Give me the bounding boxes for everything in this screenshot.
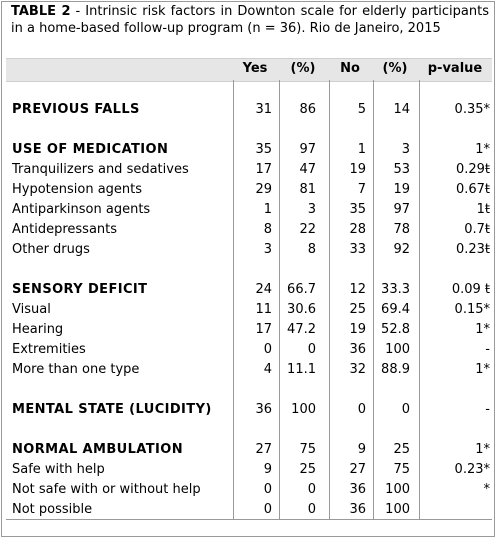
p-value: * xyxy=(483,482,490,497)
spacer-cell xyxy=(6,260,232,280)
spacer-cell xyxy=(232,120,278,140)
no-count: 33 xyxy=(349,242,366,257)
spacer-cell xyxy=(372,420,418,440)
p-value: 0.23ŧ xyxy=(455,242,490,257)
spacer-cell xyxy=(232,80,278,100)
yes-percent: 86 xyxy=(299,102,316,117)
spacer-cell xyxy=(278,260,328,280)
spacer-cell xyxy=(278,80,328,100)
row-label: USE OF MEDICATION xyxy=(12,142,169,157)
p-value: - xyxy=(485,342,490,357)
no-count: 36 xyxy=(349,342,366,357)
p-value: - xyxy=(485,402,490,417)
row-label: Antiparkinson agents xyxy=(12,202,151,217)
row-label: Tranquilizers and sedatives xyxy=(12,162,189,177)
no-percent: 100 xyxy=(385,342,410,357)
no-count: 19 xyxy=(349,322,366,337)
header-label xyxy=(6,58,232,80)
no-percent: 25 xyxy=(393,442,410,457)
no-percent: 92 xyxy=(393,242,410,257)
yes-percent: 25 xyxy=(299,462,316,477)
spacer-cell xyxy=(328,420,372,440)
yes-count: 9 xyxy=(263,462,272,477)
p-value: 0.35* xyxy=(454,102,490,117)
column-divider xyxy=(279,80,280,519)
row-label: SENSORY DEFICIT xyxy=(12,282,148,297)
yes-percent: 30.6 xyxy=(287,302,316,317)
yes-percent: 75 xyxy=(299,442,316,457)
p-value: 0.67ŧ xyxy=(455,182,490,197)
yes-count: 35 xyxy=(255,142,272,157)
caption-text: - Intrinsic risk factors in Downton scale for elderly participants in a home-based follow-up program (n = 36). Rio de Janeiro, 2015 xyxy=(11,4,489,36)
yes-count: 24 xyxy=(255,282,272,297)
no-percent: 52.8 xyxy=(381,322,410,337)
yes-count: 29 xyxy=(255,182,272,197)
table-number: TABLE 2 xyxy=(11,4,71,19)
spacer-cell xyxy=(418,80,492,100)
yes-percent: 8 xyxy=(307,242,316,257)
header-no: No xyxy=(340,61,360,76)
yes-count: 1 xyxy=(263,202,272,217)
yes-count: 0 xyxy=(263,342,272,357)
p-value: 1* xyxy=(475,442,490,457)
spacer-cell xyxy=(328,120,372,140)
header-no-pct: (%) xyxy=(382,61,408,76)
yes-count: 17 xyxy=(255,162,272,177)
no-count: 36 xyxy=(349,482,366,497)
yes-count: 31 xyxy=(255,102,272,117)
no-count: 28 xyxy=(349,222,366,237)
spacer-cell xyxy=(6,80,232,100)
spacer-cell xyxy=(418,260,492,280)
yes-percent: 97 xyxy=(299,142,316,157)
no-count: 19 xyxy=(349,162,366,177)
spacer-cell xyxy=(372,380,418,400)
no-percent: 19 xyxy=(393,182,410,197)
spacer-cell xyxy=(372,80,418,100)
yes-percent: 47 xyxy=(299,162,316,177)
row-label: Visual xyxy=(12,302,51,317)
p-value: 0.7ŧ xyxy=(464,222,490,237)
no-count: 35 xyxy=(349,202,366,217)
spacer-cell xyxy=(328,380,372,400)
no-count: 5 xyxy=(357,102,366,117)
spacer-cell xyxy=(6,420,232,440)
yes-count: 4 xyxy=(263,362,272,377)
header-row xyxy=(6,58,492,80)
yes-percent: 11.1 xyxy=(287,362,316,377)
table-caption xyxy=(11,3,489,37)
row-label: More than one type xyxy=(12,362,140,377)
no-percent: 33.3 xyxy=(381,282,410,297)
yes-percent: 47.2 xyxy=(287,322,316,337)
p-value: 0.15* xyxy=(454,302,490,317)
spacer-cell xyxy=(6,120,232,140)
column-divider xyxy=(233,80,234,519)
spacer-cell xyxy=(418,420,492,440)
p-value: 0.29ŧ xyxy=(455,162,490,177)
column-divider xyxy=(373,80,374,519)
spacer-cell xyxy=(372,260,418,280)
no-percent: 69.4 xyxy=(381,302,410,317)
yes-count: 27 xyxy=(255,442,272,457)
no-count: 0 xyxy=(357,402,366,417)
row-label: Hearing xyxy=(12,322,64,337)
row-label: Not safe with or without help xyxy=(12,482,201,497)
yes-percent: 0 xyxy=(307,482,316,497)
no-percent: 0 xyxy=(401,402,410,417)
spacer-cell xyxy=(278,420,328,440)
row-label: Not possible xyxy=(12,502,93,517)
no-count: 1 xyxy=(357,142,366,157)
spacer-cell xyxy=(418,380,492,400)
row-label: Safe with help xyxy=(12,462,105,477)
row-label: Antidepressants xyxy=(12,222,118,237)
yes-count: 0 xyxy=(263,482,272,497)
table-container xyxy=(1,1,495,537)
p-value: 0.09 ŧ xyxy=(451,282,490,297)
spacer-cell xyxy=(278,120,328,140)
p-value: 1ŧ xyxy=(476,202,490,217)
yes-percent: 3 xyxy=(307,202,316,217)
no-percent: 88.9 xyxy=(381,362,410,377)
row-label: Other drugs xyxy=(12,242,90,257)
header-yes: Yes xyxy=(242,61,268,76)
no-percent: 78 xyxy=(393,222,410,237)
no-count: 7 xyxy=(357,182,366,197)
spacer-cell xyxy=(328,260,372,280)
spacer-cell xyxy=(328,80,372,100)
yes-count: 0 xyxy=(263,502,272,517)
spacer-cell xyxy=(372,120,418,140)
yes-percent: 100 xyxy=(291,402,316,417)
spacer-cell xyxy=(232,260,278,280)
no-percent: 100 xyxy=(385,502,410,517)
yes-count: 36 xyxy=(255,402,272,417)
row-label: Extremities xyxy=(12,342,86,357)
yes-count: 11 xyxy=(255,302,272,317)
yes-count: 8 xyxy=(263,222,272,237)
no-count: 12 xyxy=(349,282,366,297)
yes-percent: 81 xyxy=(299,182,316,197)
spacer-cell xyxy=(232,420,278,440)
no-count: 9 xyxy=(357,442,366,457)
no-count: 36 xyxy=(349,502,366,517)
no-percent: 100 xyxy=(385,482,410,497)
yes-count: 3 xyxy=(263,242,272,257)
no-count: 32 xyxy=(349,362,366,377)
header-p-value: p-value xyxy=(427,61,483,76)
yes-count: 17 xyxy=(255,322,272,337)
no-count: 27 xyxy=(349,462,366,477)
spacer-cell xyxy=(278,380,328,400)
no-percent: 75 xyxy=(393,462,410,477)
column-divider xyxy=(329,80,330,519)
no-percent: 53 xyxy=(393,162,410,177)
yes-percent: 0 xyxy=(307,342,316,357)
p-value: 1* xyxy=(475,362,490,377)
spacer-cell xyxy=(6,380,232,400)
row-label: Hypotension agents xyxy=(12,182,143,197)
p-value xyxy=(418,500,492,520)
no-percent: 97 xyxy=(393,202,410,217)
row-label: NORMAL AMBULATION xyxy=(12,442,183,457)
yes-percent: 0 xyxy=(307,502,316,517)
header-yes-pct: (%) xyxy=(290,61,316,76)
no-percent: 14 xyxy=(393,102,410,117)
spacer-cell xyxy=(418,120,492,140)
yes-percent: 22 xyxy=(299,222,316,237)
column-divider xyxy=(419,80,420,519)
p-value: 0.23* xyxy=(454,462,490,477)
p-value: 1* xyxy=(475,142,490,157)
p-value: 1* xyxy=(475,322,490,337)
no-percent: 3 xyxy=(401,142,410,157)
row-label: MENTAL STATE (LUCIDITY) xyxy=(12,402,212,417)
no-count: 25 xyxy=(349,302,366,317)
table-bottom-rule xyxy=(6,519,492,520)
yes-percent: 66.7 xyxy=(287,282,316,297)
spacer-cell xyxy=(232,380,278,400)
row-label: PREVIOUS FALLS xyxy=(12,102,140,117)
